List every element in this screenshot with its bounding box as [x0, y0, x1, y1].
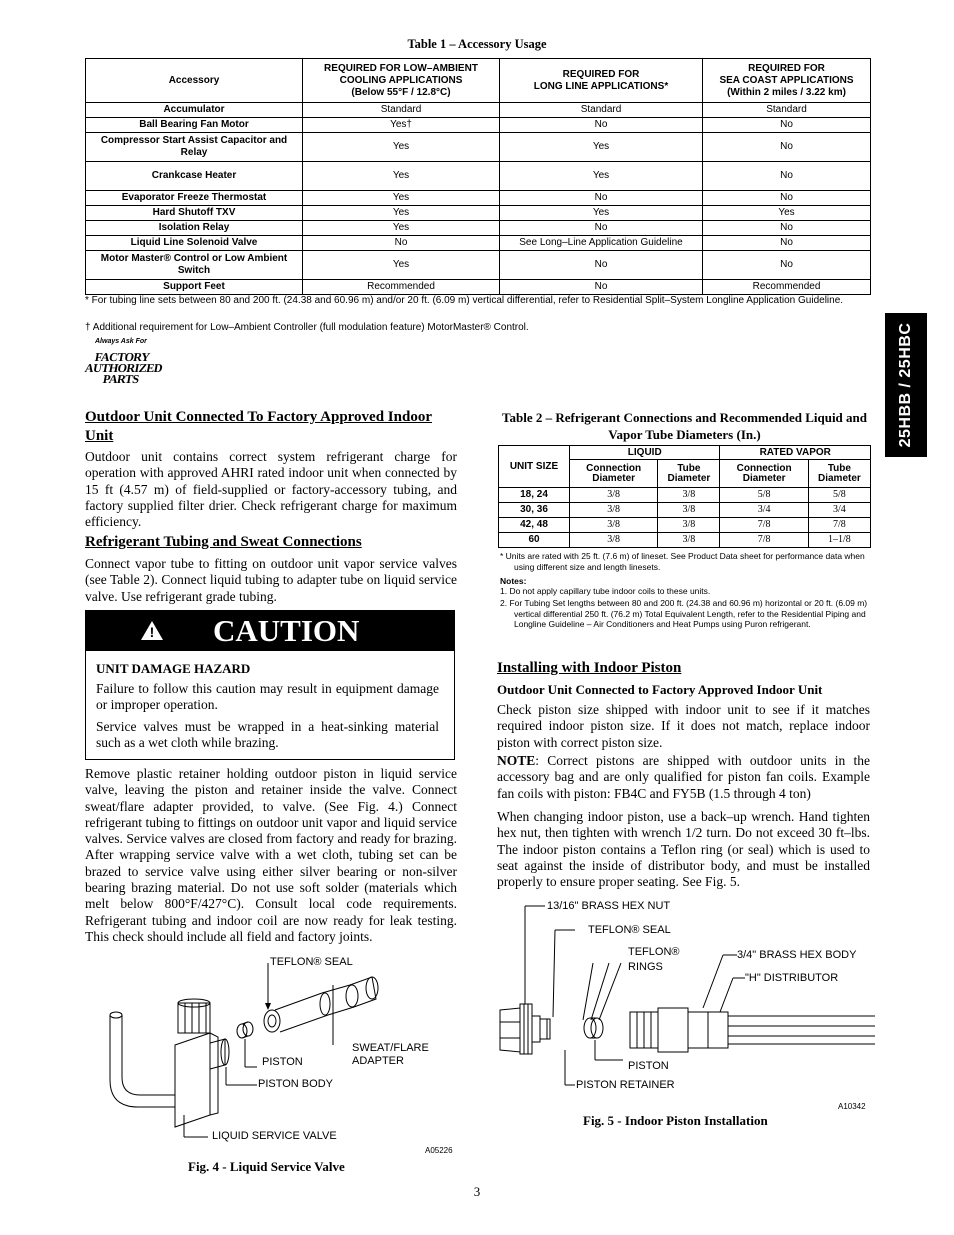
caution-text-1: Failure to follow this caution may result in equipment damage or improper operation. [96, 681, 439, 713]
paragraph-connect-tubing: Connect vapor tube to fitting on outdoor unit vapor service valves (see Table 2). Connect liquid tubing to adapter tube on liquid service valve. Use refrigerant grade tubing. [85, 556, 457, 604]
fig4-label-piston: PISTON [262, 1056, 303, 1068]
header-liquid-tube: Tube Diameter [658, 460, 720, 488]
fig4-label-teflon-seal: TEFLON® SEAL [270, 956, 353, 968]
header-rated-vapor: RATED VAPOR [720, 446, 871, 460]
header-sea-coast: REQUIRED FOR SEA COAST APPLICATIONS (Within 2 miles / 3.22 km) [703, 59, 871, 103]
fig5-label-distributor: "H" DISTRIBUTOR [745, 972, 839, 984]
fig4-code: A05226 [425, 1146, 453, 1155]
table-row: Crankcase Heater Yes Yes No [86, 162, 871, 191]
fig4-label-liquid-service-valve: LIQUID SERVICE VALVE [212, 1130, 337, 1142]
fig5-label-teflon-seal: TEFLON® SEAL [588, 924, 671, 936]
table-row: Ball Bearing Fan Motor Yes† No No [86, 118, 871, 133]
header-long-line: REQUIRED FOR LONG LINE APPLICATIONS* [500, 59, 703, 103]
accessory-usage-table [85, 58, 871, 295]
fig5-code: A10342 [838, 1102, 866, 1111]
table-row: Liquid Line Solenoid Valve No See Long–Line Application Guideline No [86, 236, 871, 251]
table1-title: Table 1 – Accessory Usage [407, 37, 547, 51]
table-row: Isolation Relay Yes No No [86, 221, 871, 236]
table2-note-1: 1. Do not apply capillary tube indoor coils to these units. [500, 586, 711, 596]
fig5-label-hex-body: 3/4" BRASS HEX BODY [737, 949, 857, 961]
table-row: Support Feet Recommended No Recommended [86, 280, 871, 295]
caution-title: CAUTION [213, 613, 360, 648]
header-low-ambient: REQUIRED FOR LOW–AMBIENT COOLING APPLICATIONS (Below 55°F / 12.8°C) [303, 59, 500, 103]
table2-note-2: 2. For Tubing Set lengths between 80 and 200 ft. (24.38 and 60.96 m) horizontal or 20 ft. (6.09 m) vertical differential 250 ft. (76.2 m) Total Equivalent Length, refer to the Residential Piping and Longline Guideline – Air Conditioners and Heat Pumps using Puron refrigerant. [500, 598, 868, 629]
section-heading-factory-approved: Outdoor Unit Connected To Factory Approved Indoor Unit [85, 409, 432, 444]
caution-text-2: Service valves must be wrapped in a heat-sinking material such as a wet cloth while brazing. [96, 719, 439, 751]
header-vapor-tube: Tube Diameter [808, 460, 870, 488]
table-row: 60 3/8 3/8 7/8 1–1/8 [499, 533, 871, 548]
fig5-label-hex-nut: 13/16" BRASS HEX NUT [547, 900, 671, 912]
caution-box [85, 610, 455, 760]
table-row: Accumulator Standard Standard Standard [86, 103, 871, 118]
table-row: 42, 48 3/8 3/8 7/8 7/8 [499, 518, 871, 533]
paragraph-refrigerant-charge: Outdoor unit contains correct system refrigerant charge for operation with approved AHRI rated indoor unit when connected by 15 ft (4.57 m) of field-supplied or factory-accessory tubing, and factory supplied filter drier. Check refrigerant charge for maximum efficiency. [85, 449, 457, 530]
section-heading-refrigerant-tubing: Refrigerant Tubing and Sweat Connections [85, 534, 362, 550]
table-row: 30, 36 3/8 3/8 3/4 3/4 [499, 503, 871, 518]
header-liquid: LIQUID [570, 446, 720, 460]
fig5-label-teflon: TEFLON® [628, 946, 680, 958]
header-accessory: Accessory [86, 59, 303, 103]
fig4-caption: Fig. 4 - Liquid Service Valve [188, 1159, 345, 1174]
model-side-tab: 25HBB / 25HBC [885, 313, 927, 457]
table1-footnote-long-line: * For tubing line sets between 80 and 200 ft. (24.38 and 60.96 m) and/or 20 ft. (6.09 m) vertical differential, refer to Residential Split–System Longline Application Guideline. [85, 295, 844, 306]
page-number: 3 [473, 1184, 481, 1199]
section-heading-indoor-piston: Installing with Indoor Piston [497, 660, 682, 676]
fig5-label-rings: RINGS [628, 961, 663, 973]
header-liquid-connection: Connection Diameter [570, 460, 658, 488]
paragraph-note-pistons: NOTE: Correct pistons are shipped with outdoor units in the accessory bag and are only qualified for piston fan coils. Example fan coils with piston: FB4C and FY5B (1.5 through 4 ton) [497, 753, 870, 801]
subheading-factory-approved: Outdoor Unit Connected to Factory Approved Indoor Unit [497, 682, 823, 697]
refrigerant-connections-table [498, 445, 871, 548]
table-row: Motor Master® Control or Low Ambient Switch Yes No No [86, 251, 871, 280]
table1-footnote-low-ambient: † Additional requirement for Low–Ambient Controller (full modulation feature) MotorMaster® Control. [85, 322, 529, 333]
logo-tagline: Always Ask For [95, 338, 147, 345]
table-row: Hard Shutoff TXV Yes Yes Yes [86, 206, 871, 221]
liquid-service-valve-diagram [100, 955, 470, 1155]
table2-title: Table 2 – Refrigerant Connections and Recommended Liquid and Vapor Tube Diameters (In.) [502, 410, 867, 442]
header-unit-size: UNIT SIZE [499, 446, 570, 488]
fig5-label-piston-retainer: PISTON RETAINER [576, 1079, 675, 1091]
indoor-piston-diagram [495, 900, 875, 1100]
paragraph-brazing: Remove plastic retainer holding outdoor piston in liquid service valve, leaving the piston and retainer inside the valve. Connect sweat/flare adapter provided, to valve. (See Fig. 4.) Connect refrigerant tubing to fittings on outdoor unit vapor and liquid service valves. Service valves are closed from factory and ready for brazing. After wrapping service valve with a wet cloth, tubing set can be brazed to service valve using either silver bearing or non-silver bearing brazing material. Do not use soft solder (materials which melt below 800°F/427°C). Consult local code requirements. Refrigerant tubing and indoor coil are now ready for leak testing. This check should include all field and factory joints. [85, 766, 457, 944]
factory-authorized-parts-logo: FACTORY AUTHORIZED PARTS [83, 350, 164, 386]
table2-notes-label: Notes: [500, 576, 527, 586]
fig5-caption: Fig. 5 - Indoor Piston Installation [583, 1113, 768, 1128]
table-row: Compressor Start Assist Capacitor and Relay Yes Yes No [86, 133, 871, 162]
fig4-label-adapter: ADAPTER [352, 1055, 404, 1067]
header-vapor-connection: Connection Diameter [720, 460, 808, 488]
caution-hazard-title: UNIT DAMAGE HAZARD [96, 661, 251, 676]
fig4-label-sweat-flare: SWEAT/FLARE [352, 1042, 429, 1054]
table-row: 18, 24 3/8 3/8 5/8 5/8 [499, 488, 871, 503]
table-row: Evaporator Freeze Thermostat Yes No No [86, 191, 871, 206]
paragraph-check-piston: Check piston size shipped with indoor unit to see if it matches required indoor piston size. If it does not match, replace indoor piston with correct piston size. [497, 702, 870, 750]
table2-star-note: * Units are rated with 25 ft. (7.6 m) of lineset. See Product Data sheet for performance data when using different size and length linesets. [500, 551, 865, 572]
fig4-label-piston-body: PISTON BODY [258, 1078, 333, 1090]
paragraph-changing-piston: When changing indoor piston, use a back–up wrench. Hand tighten hex nut, then tighten with wrench 1/2 turn. Do not exceed 30 ft–lbs. The indoor piston contains a Teflon ring (or seal) which is used to seat against the inside of distributor body, and must be installed properly to ensure proper seating. See Fig. 5. [497, 809, 870, 890]
caution-header: ! CAUTION [86, 611, 454, 651]
fig5-label-piston: PISTON [628, 1060, 669, 1072]
